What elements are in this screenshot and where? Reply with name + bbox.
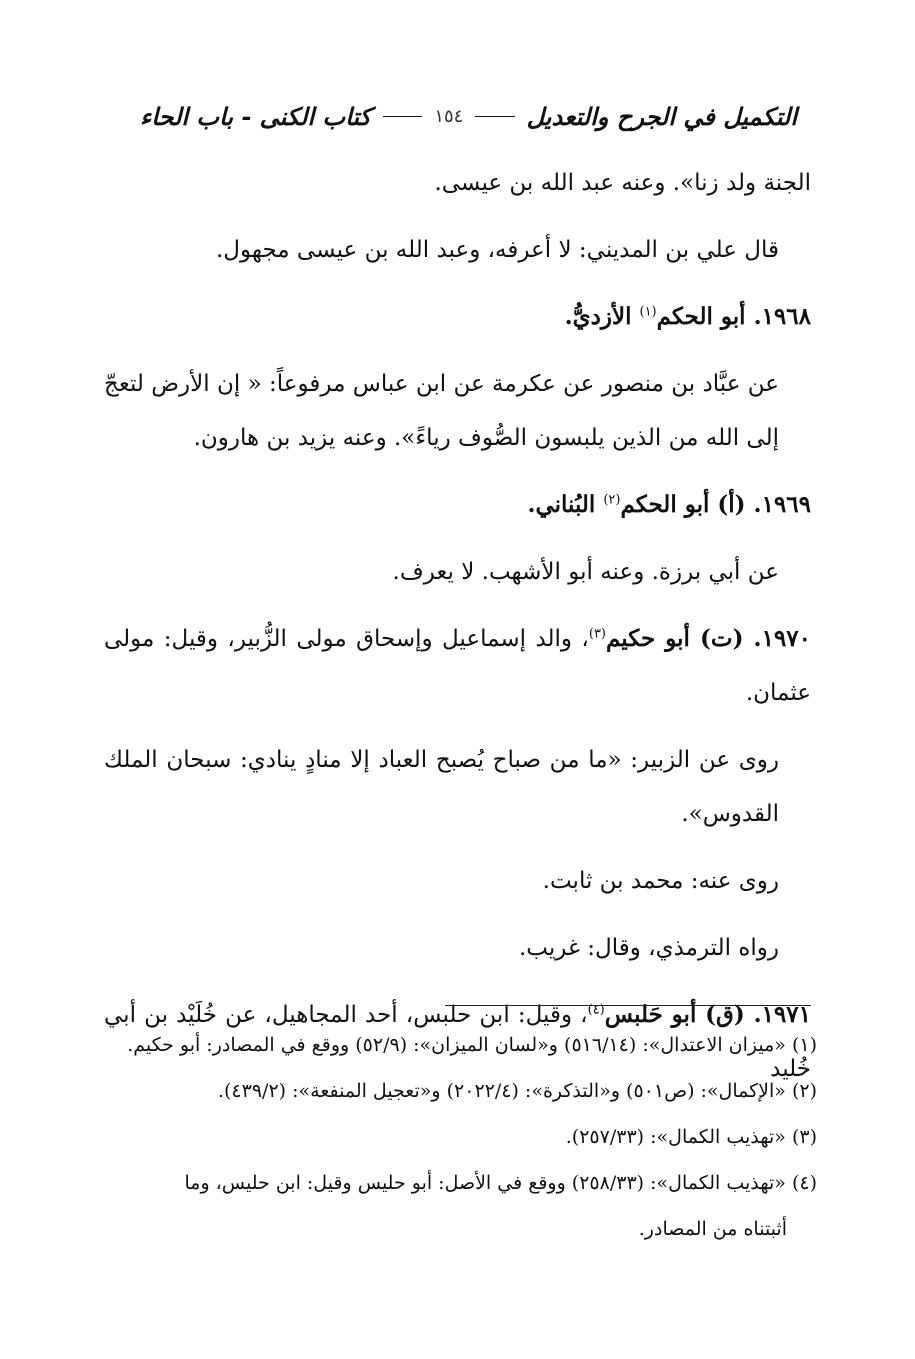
entry-1971-heading: ١٩٧١. (ق) أبو حَلبس [604, 1001, 811, 1028]
paragraph-zubair: روى عن الزبير: «ما من صباح يُصبح العباد إلا منادٍ ينادي: سبحان الملك القدوس». [104, 747, 779, 827]
paragraph-narrator: روى عنه: محمد بن ثابت. [542, 868, 779, 894]
running-header [140, 96, 797, 136]
footnote-4: (٤) «تهذيب الكمال»: (٢٥٨/٣٣) ووقع في الأصل: أبو حليس وقيل: ابن حليس، وما [184, 1172, 817, 1194]
footnotes [100, 1022, 817, 1252]
footnote-2: (٢) «الإكمال»: (ص٥٠١) و«التذكرة»: (٢٠٢٢/٤) و«تعجيل المنفعة»: (٤٣٩/٢). [217, 1080, 817, 1102]
section-title: كتاب الكنى - باب الحاء [139, 101, 372, 131]
entry-1970-text: ، والد إسماعيل وإسحاق مولى الزُّبير، وقيل: مولى عثمان. [104, 626, 811, 706]
footnote-ref-3: (٣) [588, 626, 606, 642]
footnote-ref-2: (٢) [603, 492, 621, 508]
header-rule-left [383, 116, 422, 117]
footnote-separator [445, 1005, 811, 1006]
book-title: التكميل في الجرح والتعديل [526, 101, 797, 131]
entry-1970 [104, 612, 811, 720]
header-rule-right [475, 116, 514, 117]
entry-1969-heading: ١٩٦٩. (أ) أبو الحكم [620, 491, 811, 518]
footnote-3: (٣) «تهذيب الكمال»: (٢٥٧/٣٣). [565, 1126, 817, 1148]
entry-1968-heading: ١٩٦٨. أبو الحكم [656, 303, 811, 330]
entry-1968-nisba: الأزديُّ. [564, 303, 640, 330]
paragraph-tirmidhi: رواه الترمذي، وقال: غريب. [518, 935, 779, 961]
page-number: ١٥٤ [434, 105, 464, 127]
entry-1970-heading: ١٩٧٠. (ت) أبو حكيم [606, 625, 811, 652]
footnote-ref-1: (١) [639, 304, 657, 320]
paragraph-abbad: عن عبَّاد بن منصور عن عكرمة عن ابن عباس مرفوعاً: « إن الأرض لتعجّ إلى الله من الذين يلبسون الصُّوف رياءً». وعنه يزيد بن هارون. [104, 371, 779, 451]
entry-1971-text: ، وقيل: ابن حلبس، أحد المجاهيل، عن خُلَيْد بن أبي خُليد [104, 1002, 811, 1082]
entry-1969-nisba: البُناني. [527, 491, 604, 518]
paragraph-abu-barza: عن أبي برزة. وعنه أبو الأشهب. لا يعرف. [392, 559, 779, 585]
footnote-ref-4: (٤) [587, 1002, 605, 1018]
paragraph-continuation: الجنة ولد زنا». وعنه عبد الله بن عيسى. [434, 170, 811, 196]
footnote-1: (١) «ميزان الاعتدال»: (٥١٦/١٤) و«لسان الميزان»: (٥٢/٩) ووقع في المصادر: أبو حكيم. [127, 1034, 817, 1056]
entry-1968 [104, 290, 811, 344]
paragraph-madini: قال علي بن المديني: لا أعرفه، وعبد الله بن عيسى مجهول. [215, 237, 779, 263]
entry-1969 [104, 478, 811, 532]
footnote-4-continuation: أثبتناه من المصادر. [638, 1218, 787, 1240]
main-text [104, 156, 811, 1109]
